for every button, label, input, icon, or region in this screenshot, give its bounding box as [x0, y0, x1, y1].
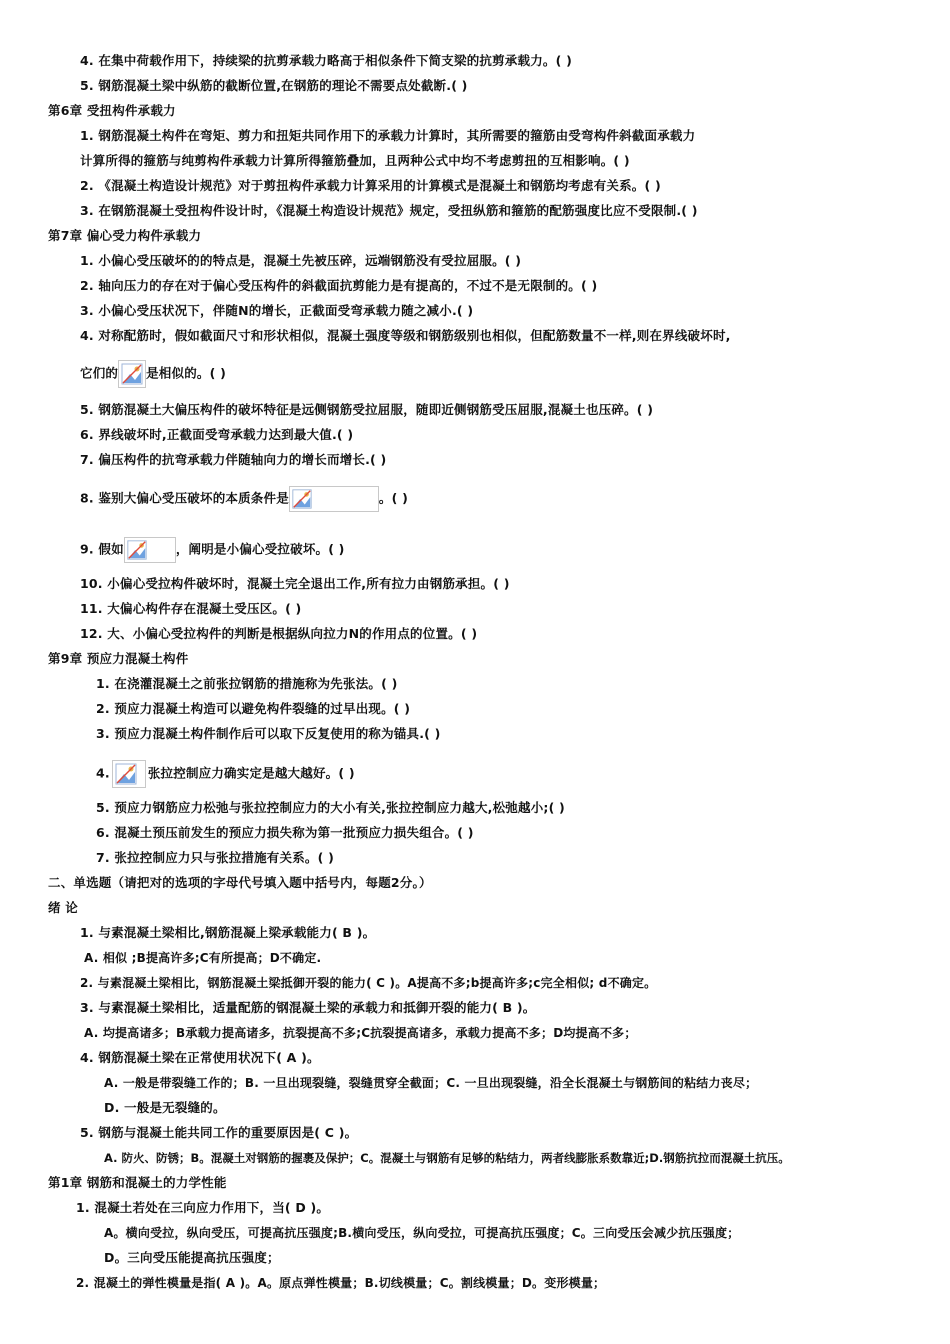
chapter-heading: 第6章 受扭构件承载力: [48, 103, 176, 118]
question-line: 5. 钢筋混凝土梁中纵筋的截断位置,在钢筋的理论不需要点处截断.( ): [80, 78, 468, 93]
line-text: 张拉控制应力确实定是越大越好。( ): [147, 765, 355, 781]
option-line: A. 相似 ;B提高许多;C有所提高；D不确定.: [84, 951, 322, 965]
line-text: 9. 假如: [80, 541, 124, 557]
question-line: 5. 钢筋与混凝土能共同工作的重要原因是( C )。: [80, 1125, 358, 1140]
broken-image-icon: [112, 760, 146, 788]
question-line: [80, 486, 408, 512]
chapter-heading: 第7章 偏心受力构件承载力: [48, 228, 202, 243]
question-line: 1. 小偏心受压破坏的的特点是，混凝土先被压碎，远端钢筋没有受拉屈服。( ): [80, 253, 522, 268]
question-line: 1. 混凝土若处在三向应力作用下，当( D )。: [76, 1200, 330, 1215]
question-line: 2. 预应力混凝土构造可以避免构件裂缝的过早出现。( ): [96, 701, 411, 716]
question-line: 7. 张拉控制应力只与张拉措施有关系。( ): [96, 850, 334, 865]
question-line: 3. 在钢筋混凝土受扭构件设计时，《混凝土构造设计规范》规定，受扭纵筋和箍筋的配筋强度比应不受限制.( ): [80, 203, 698, 218]
broken-image-icon: [118, 360, 146, 388]
line-text: 。( ): [378, 490, 408, 506]
question-line: [96, 760, 355, 788]
broken-image-icon: [124, 537, 176, 563]
line-text: 8. 鉴别大偏心受压破坏的本质条件是: [80, 490, 289, 506]
question-line: 4. 对称配筋时，假如截面尺寸和形状相似，混凝土强度等级和钢筋级别也相似，但配筋数量不一样,则在界线破坏时,: [80, 328, 731, 343]
chapter-heading: 绪 论: [48, 900, 78, 915]
question-line: 5. 钢筋混凝土大偏压构件的破坏特征是远侧钢筋受拉屈服，随即近侧钢筋受压屈服,混凝土也压碎。( ): [80, 402, 654, 417]
question-line: 1. 钢筋混凝土构件在弯矩、剪力和扭矩共同作用下的承载力计算时，其所需要的箍筋由受弯构件斜截面承载力: [80, 128, 696, 143]
chapter-heading: 第1章 钢筋和混凝土的力学性能: [48, 1175, 227, 1190]
question-line: 4. 在集中荷载作用下，持续梁的抗剪承载力略高于相似条件下简支梁的抗剪承载力。( ): [80, 53, 572, 68]
chapter-heading: 第9章 预应力混凝土构件: [48, 651, 189, 666]
question-line: 12. 大、小偏心受拉构件的判断是根据纵向拉力N的作用点的位置。( ): [80, 626, 478, 641]
question-line: 3. 与素混凝土梁相比，适量配筋的钢混凝土梁的承载力和抵御开裂的能力( B )。: [80, 1000, 536, 1015]
question-line: [80, 537, 345, 563]
broken-image-icon: [289, 486, 379, 512]
question-line: 1. 与素混凝土梁相比,钢筋混凝上梁承载能力( B )。: [80, 925, 376, 940]
section-heading: 二、单选题（请把对的选项的字母代号填入题中括号内，每题2分。）: [48, 875, 432, 890]
question-line: 2. 混凝土的弹性模量是指( A )。A。原点弹性模量；B.切线模量；C。割线模量；D。变形模量；: [76, 1276, 606, 1290]
option-line: A。横向受拉，纵向受压，可提高抗压强度;B.横向受压，纵向受拉，可提高抗压强度；C。三向受压会减少抗压强度；: [104, 1226, 740, 1240]
option-line: A. 一般是带裂缝工作的；B. 一旦出现裂缝，裂缝贯穿全截面；C. 一旦出现裂缝，沿全长混凝土与钢筋间的粘结力丧尽；: [104, 1076, 758, 1090]
line-text: 它们的: [80, 365, 119, 381]
line-text: 是相似的。( ): [146, 365, 226, 381]
question-line: 3. 小偏心受压状况下，伴随N的增长，正截面受弯承载力随之减小.( ): [80, 303, 474, 318]
question-line: 10. 小偏心受拉构件破坏时，混凝土完全退出工作,所有拉力由钢筋承担。( ): [80, 576, 510, 591]
question-line: 11. 大偏心构件存在混凝土受压区。( ): [80, 601, 302, 616]
line-text: 4.: [96, 765, 110, 781]
question-line: 2. 与素混凝土梁相比，钢筋混凝土梁抵御开裂的能力( C )。A提高不多;b提高许多;c完全相似; d不确定。: [80, 976, 657, 990]
question-line: 6. 界线破坏时,正截面受弯承载力达到最大值.( ): [80, 427, 354, 442]
question-line: 2. 《混凝土构造设计规范》对于剪扭构件承载力计算采用的计算模式是混凝土和钢筋均考虑有关系。( ): [80, 178, 661, 193]
option-line: D. 一般是无裂缝的。: [104, 1100, 226, 1115]
question-line: 7. 偏压构件的抗弯承载力伴随轴向力的增长而增长.( ): [80, 452, 387, 467]
option-line: A. 防火、防锈；B。混凝土对钢筋的握裹及保护；C。混凝土与钢筋有足够的粘结力，两者线膨胀系数靠近;D.钢筋抗拉而混凝土抗压。: [104, 1151, 790, 1165]
question-line: 5. 预应力钢筋应力松弛与张拉控制应力的大小有关,张拉控制应力越大,松弛越小;( ): [96, 800, 565, 815]
question-line: [80, 360, 226, 388]
question-line: 2. 轴向压力的存在对于偏心受压构件的斜截面抗剪能力是有提高的，不过不是无限制的。( ): [80, 278, 598, 293]
question-line: 计算所得的箍筋与纯剪构件承载力计算所得箍筋叠加，且两种公式中均不考虑剪扭的互相影响。( ): [80, 153, 630, 168]
question-line: 4. 钢筋混凝土梁在正常使用状况下( A )。: [80, 1050, 320, 1065]
line-text: ，阐明是小偏心受拉破坏。( ): [175, 541, 345, 557]
question-line: 6. 混凝土预压前发生的预应力损失称为第一批预应力损失组合。( ): [96, 825, 474, 840]
option-line: A. 均提高诸多；B承载力提高诸多，抗裂提高不多;C抗裂提高诸多，承载力提高不多；D均提高不多；: [84, 1026, 637, 1040]
question-line: 1. 在浇灌混凝土之前张拉钢筋的措施称为先张法。( ): [96, 676, 398, 691]
question-line: 3. 预应力混凝土构件制作后可以取下反复使用的称为锚具.( ): [96, 726, 441, 741]
option-line: D。三向受压能提高抗压强度；: [104, 1250, 280, 1265]
